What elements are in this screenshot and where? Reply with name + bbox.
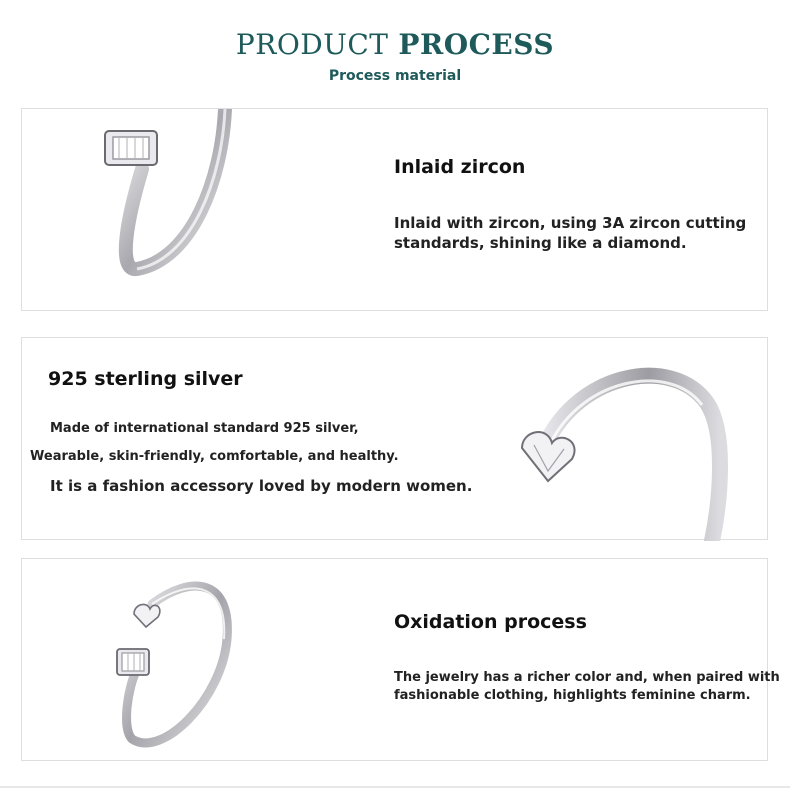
- section-line: Made of international standard 925 silver,: [50, 421, 359, 436]
- bottom-divider: [0, 786, 790, 788]
- section-sterling-silver: [21, 337, 768, 540]
- ring-emerald-cut-icon: [97, 109, 317, 309]
- title-light: PRODUCT: [235, 28, 389, 61]
- title-bold: PROCESS: [398, 28, 555, 61]
- ring-double-stone-icon: [102, 569, 252, 754]
- section-line: fashionable clothing, highlights feminine charm.: [394, 688, 751, 703]
- page-title: [0, 28, 790, 61]
- section-title: Inlaid zircon: [394, 156, 526, 178]
- ring-heart-stone-icon: [492, 353, 752, 541]
- section-line: It is a fashion accessory loved by modern women.: [50, 477, 473, 495]
- page-subtitle: Process material: [328, 68, 462, 84]
- section-line: standards, shining like a diamond.: [394, 234, 687, 252]
- section-line: Inlaid with zircon, using 3A zircon cutting: [394, 214, 747, 232]
- section-inlaid-zircon: [21, 108, 768, 311]
- section-line: Wearable, skin-friendly, comfortable, and healthy.: [30, 449, 399, 464]
- section-oxidation: [21, 558, 780, 761]
- section-title: 925 sterling silver: [48, 368, 243, 390]
- section-line: The jewelry has a richer color and, when paired with: [394, 670, 780, 685]
- section-title: Oxidation process: [394, 611, 587, 633]
